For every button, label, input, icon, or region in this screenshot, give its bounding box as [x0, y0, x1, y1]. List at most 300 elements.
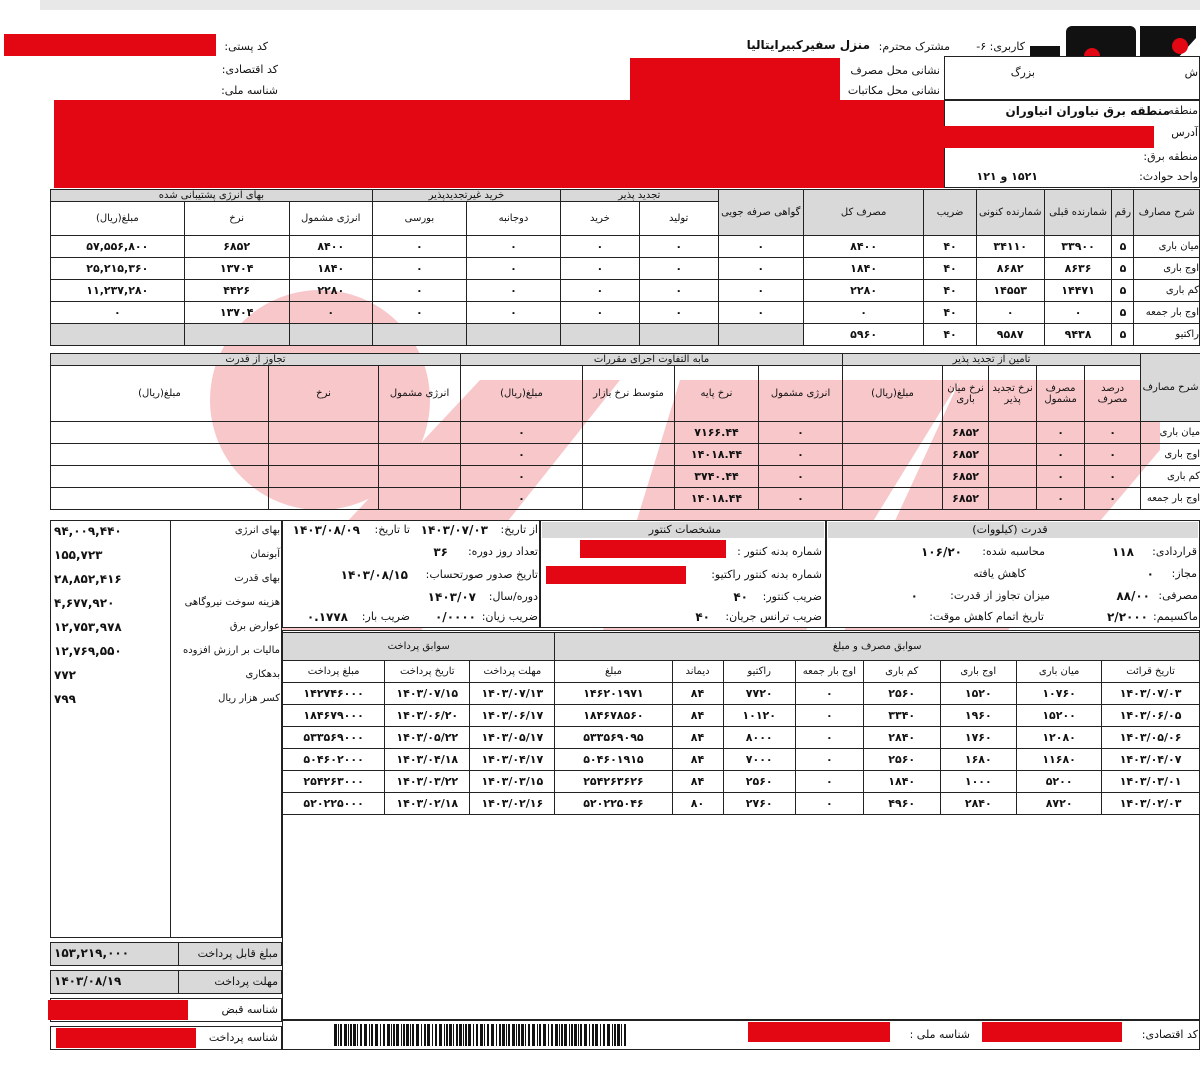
barcode-bar	[393, 1024, 395, 1046]
cons-group-supported: بهای انرژی پشتیبانی شده	[51, 190, 373, 202]
charge-value: ۱۵۵,۷۲۳	[54, 548, 103, 562]
period-to-value: ۱۴۰۳/۰۸/۰۹	[292, 523, 360, 537]
charge-label: بهای قدرت	[234, 573, 280, 584]
cons-cell-digit: ۵	[1112, 258, 1134, 280]
cons-col-amount: مبلغ(ریال)	[51, 202, 185, 236]
redacted-bill-id	[48, 1000, 188, 1020]
history-col-header: مبلغ	[555, 661, 672, 683]
barcode-bar	[499, 1024, 501, 1046]
payable-value: ۱۵۳,۲۱۹,۰۰۰	[54, 946, 130, 960]
ren-cell-consumed: ۰	[1037, 422, 1085, 444]
barcode-bar	[344, 1024, 347, 1046]
barcode-bar	[446, 1024, 448, 1046]
region-label: منطقه	[1168, 104, 1198, 117]
cons-cell-curr: ۹۵۸۷	[976, 324, 1044, 346]
barcode-bar	[612, 1024, 613, 1046]
history-col-header: اوج باری	[940, 661, 1017, 683]
redacted-meter-body	[580, 540, 726, 558]
history-cell: ۱۴۰۳/۰۴/۱۸	[385, 749, 470, 771]
history-cell: ۰	[795, 749, 863, 771]
address-label: آدرس	[1171, 126, 1198, 139]
barcode-bar	[516, 1024, 517, 1046]
cons-cell-exchange: ۰	[372, 236, 466, 258]
history-cell: ۳۳۴۰	[863, 705, 940, 727]
cons-col-exchange: بورسی	[372, 202, 466, 236]
barcode-bar	[506, 1024, 507, 1046]
footer-national-label: شناسه ملی :	[909, 1028, 970, 1041]
power-title: قدرت (کیلووات)	[972, 523, 1048, 536]
ren-cell-empty	[269, 444, 379, 466]
cons-cell-buy: ۰	[561, 258, 640, 280]
history-cell: ۱۴۰۳/۰۲/۱۶	[470, 793, 555, 815]
history-cell: ۱۴۲۷۴۶۰۰۰	[283, 683, 385, 705]
barcode-bar	[427, 1024, 430, 1046]
period-issue-value: ۱۴۰۳/۰۸/۱۵	[340, 568, 408, 582]
cons-cell-amount: ۱۱,۲۳۷,۲۸۰	[51, 280, 185, 302]
pay-id-label: شناسه پرداخت	[208, 1031, 278, 1044]
cons-cell-rate: ۴۴۲۶	[184, 280, 289, 302]
history-cell: ۱۴۰۳/۰۳/۱۵	[470, 771, 555, 793]
cons-cell-total: ۸۴۰۰	[803, 236, 923, 258]
history-col-header: میان باری	[1017, 661, 1102, 683]
history-cell: ۱۴۰۳/۰۶/۰۵	[1102, 705, 1200, 727]
cons-cell-amount: ۲۵,۲۱۵,۳۶۰	[51, 258, 185, 280]
ren-cell-empty	[269, 466, 379, 488]
redacted-postal	[4, 34, 216, 56]
barcode-bar	[334, 1024, 337, 1046]
ren-cell-empty	[843, 444, 943, 466]
renewable-table	[50, 353, 1200, 510]
barcode-bar	[592, 1024, 594, 1046]
ren-cell-diff_amount: ۰	[461, 466, 583, 488]
barcode-bar	[465, 1024, 467, 1046]
barcode-bar	[543, 1024, 546, 1046]
cons-col-cert: گواهی صرفه جویی	[718, 190, 803, 236]
ren-cell-empty	[379, 422, 461, 444]
barcode-bar	[476, 1024, 478, 1046]
history-cell: ۱۴۰۳/۰۳/۰۱	[1102, 771, 1200, 793]
history-cell: ۱۹۶۰	[940, 705, 1017, 727]
cons-cell-curr: ۸۶۸۲	[976, 258, 1044, 280]
history-cell: ۱۰۷۶۰	[1017, 683, 1102, 705]
ren-col-base-rate: نرخ پایه	[675, 366, 759, 422]
redacted-footer-economic	[982, 1022, 1122, 1042]
charge-value: ۷۷۲	[54, 668, 76, 682]
barcode-bar	[512, 1024, 515, 1046]
history-cell: ۵۳۳۵۶۹۰۹۵	[555, 727, 672, 749]
cons-cell-produce: ۰	[639, 258, 718, 280]
cons-cell-factor: ۴۰	[924, 302, 977, 324]
barcode-bar	[614, 1024, 616, 1046]
charge-value: ۷۹۹	[54, 692, 76, 706]
cons-cell-exchange: ۰	[372, 280, 466, 302]
cons-cell-produce: ۰	[639, 302, 718, 324]
barcode-bar	[468, 1024, 471, 1046]
ren-cell-empty	[379, 466, 461, 488]
ren-cell-diff_amount: ۰	[461, 488, 583, 510]
barcode-bar	[480, 1024, 483, 1046]
cons-cell-energy	[289, 324, 372, 346]
usage-label: کاربری: ۶-	[976, 40, 1025, 53]
period-to-label: تا تاریخ:	[374, 523, 410, 536]
ren-cell-empty	[51, 466, 269, 488]
period-course-value: ۱۴۰۳/۰۷	[427, 590, 476, 604]
consumption-table	[50, 189, 1200, 346]
ren-cell-empty	[989, 466, 1037, 488]
history-cell: ۱۴۰۳/۰۲/۰۳	[1102, 793, 1200, 815]
history-cell: ۲۵۶۰	[863, 749, 940, 771]
ren-cell-empty	[269, 422, 379, 444]
cons-cell-cert	[718, 324, 803, 346]
history-cell: ۵۰۴۶۰۲۰۰۰	[283, 749, 385, 771]
cons-cell-total: ۵۹۶۰	[803, 324, 923, 346]
history-cell: ۷۰۰۰	[723, 749, 795, 771]
history-cell: ۱۱۶۸۰	[1017, 749, 1102, 771]
barcode-bar	[453, 1024, 454, 1046]
cons-cell-exchange: ۰	[372, 258, 466, 280]
barcode-bar	[350, 1024, 352, 1046]
barcode-bar	[502, 1024, 505, 1046]
history-cell: ۸۴	[672, 683, 723, 705]
barcode-bar	[444, 1024, 445, 1046]
payable-divider	[178, 942, 179, 966]
ren-cell-name: کم باری	[1141, 466, 1200, 488]
history-col-header: مهلت پرداخت	[470, 661, 555, 683]
barcode-bar	[360, 1024, 362, 1046]
redacted-meter-reactive	[546, 566, 686, 584]
cons-cell-prev: ۹۴۳۸	[1044, 324, 1112, 346]
cons-cell-total: ۲۲۸۰	[803, 280, 923, 302]
history-pay-title: سوابق پرداخت	[283, 633, 555, 661]
history-cell: ۲۸۴۰	[940, 793, 1017, 815]
history-cell: ۵۰۴۶۰۱۹۱۵	[555, 749, 672, 771]
history-cell: ۴۹۶۰	[863, 793, 940, 815]
history-cell: ۱۶۸۰	[940, 749, 1017, 771]
history-cell: ۱۴۰۳/۰۷/۱۵	[385, 683, 470, 705]
payable-label: مبلغ قابل پرداخت	[197, 947, 278, 960]
cons-cell-produce: ۰	[639, 280, 718, 302]
barcode-bar	[396, 1024, 399, 1046]
ren-cell-empty	[583, 466, 675, 488]
history-cell: ۱۴۰۳/۰۵/۲۲	[385, 727, 470, 749]
history-cell: ۱۴۰۳/۰۵/۰۶	[1102, 727, 1200, 749]
ren-group-diff: مابه التفاوت اجرای مقررات	[461, 354, 843, 366]
cons-cell-digit: ۵	[1112, 280, 1134, 302]
ren-cell-empty	[379, 444, 461, 466]
top-gray-strip	[40, 0, 1200, 10]
cons-cell-buy: ۰	[561, 280, 640, 302]
mech-address-label: نشانی محل مکاتبات	[847, 84, 940, 97]
barcode-bar	[406, 1024, 409, 1046]
cons-cell-amount	[51, 324, 185, 346]
history-cell: ۰	[795, 771, 863, 793]
charge-label: مالیات بر ارزش افزوده	[182, 645, 280, 656]
ren-cell-name: اوج باری	[1141, 444, 1200, 466]
ren-col-ex-amount: مبلغ(ریال)	[51, 366, 269, 422]
cons-col-produce: تولید	[639, 202, 718, 236]
ren-cell-base_rate: ۱۴۰۱۸.۴۴	[675, 488, 759, 510]
ren-cell-mid_rate: ۶۸۵۲	[943, 488, 989, 510]
customer-type-prefix: ش	[1184, 66, 1198, 79]
history-cell: ۱۵۲۰۰	[1017, 705, 1102, 727]
meter-trans-value: ۴۰	[695, 610, 710, 624]
history-cell: ۵۳۳۵۶۹۰۰۰	[283, 727, 385, 749]
footer-economic-label: کد اقتصادی:	[1141, 1028, 1198, 1041]
ren-col-mid-rate: نرخ میان باری	[943, 366, 989, 422]
ren-cell-energy: ۰	[759, 422, 843, 444]
barcode-bar	[371, 1024, 373, 1046]
redacted-address-1	[630, 58, 840, 104]
barcode-bar	[580, 1024, 582, 1046]
event-unit-value: ۱۵۲۱ و ۱۲۱	[976, 170, 1038, 183]
barcode-bar	[416, 1024, 419, 1046]
history-cell: ۵۲۰۲۲۵۰۰۰	[283, 793, 385, 815]
barcode-bar	[508, 1024, 510, 1046]
period-loss-label: ضریب زیان:	[481, 610, 538, 623]
cons-cell-cert: ۰	[718, 236, 803, 258]
history-cell: ۷۷۲۰	[723, 683, 795, 705]
cons-cell-bilateral: ۰	[466, 236, 560, 258]
cons-col-rate: نرخ	[184, 202, 289, 236]
cons-col-curr: شمارنده کنونی	[976, 190, 1044, 236]
barcode-bar	[357, 1024, 358, 1046]
ren-cell-empty	[51, 444, 269, 466]
barcode-bar	[338, 1024, 339, 1046]
customer-type-partial: بزرگ	[1010, 66, 1035, 79]
cons-cell-factor: ۴۰	[924, 324, 977, 346]
history-col-header: مبلغ پرداخت	[283, 661, 385, 683]
history-cell: ۰	[795, 793, 863, 815]
history-cell: ۵۲۰۰	[1017, 771, 1102, 793]
meter-body-label: شماره بدنه کنتور :	[737, 545, 822, 558]
history-cell: ۱۸۴۶۷۹۰۰۰	[283, 705, 385, 727]
barcode-bar	[391, 1024, 392, 1046]
barcode-bar	[375, 1024, 378, 1046]
barcode-bar	[340, 1024, 342, 1046]
deadline-value: ۱۴۰۳/۰۸/۱۹	[54, 974, 122, 988]
barcode-bar	[369, 1024, 370, 1046]
ren-cell-energy: ۰	[759, 444, 843, 466]
period-days-value: ۳۶	[433, 545, 448, 559]
cons-cell-bilateral	[466, 324, 560, 346]
barcode-bar	[559, 1024, 560, 1046]
barcode-bar	[539, 1024, 541, 1046]
ren-cell-empty	[989, 488, 1037, 510]
ren-col-amount: مبلغ(ریال)	[843, 366, 943, 422]
charge-value: ۱۲,۷۵۳,۹۷۸	[54, 620, 122, 634]
ren-cell-empty	[379, 488, 461, 510]
cons-cell-rate: ۱۳۷۰۴	[184, 258, 289, 280]
cons-cell-cert: ۰	[718, 280, 803, 302]
event-unit-label: واحد حوادث:	[1139, 170, 1198, 183]
cons-cell-buy: ۰	[561, 236, 640, 258]
barcode-bar	[463, 1024, 464, 1046]
barcode-bar	[624, 1024, 626, 1046]
cons-cell-bilateral: ۰	[466, 280, 560, 302]
barcode-bar	[435, 1024, 437, 1046]
cons-cell-name: اوج بار جمعه	[1134, 302, 1200, 324]
barcode-bar	[561, 1024, 563, 1046]
history-cell: ۰	[795, 683, 863, 705]
barcode-bar	[387, 1024, 390, 1046]
barcode-bar	[412, 1024, 414, 1046]
history-cell: ۱۴۰۳/۰۴/۰۷	[1102, 749, 1200, 771]
subscriber-name: منزل سفیرکبیرایتالیا	[746, 38, 870, 52]
power-calculated-value: ۱۰۶/۲۰	[920, 545, 962, 559]
period-issue-label: تاریخ صدور صورتحساب:	[425, 568, 538, 581]
power-excess-label: میزان تجاوز از قدرت:	[950, 589, 1050, 602]
ren-cell-empty	[843, 422, 943, 444]
charge-label: بهای انرژی	[234, 525, 280, 536]
cons-col-factor: ضریب	[924, 190, 977, 236]
cons-group-nonrenew: خرید غیرتجدیدپذیر	[372, 190, 560, 202]
ren-cell-consumed: ۰	[1037, 488, 1085, 510]
ren-col-energy: انرژی مشمول	[759, 366, 843, 422]
barcode-bar	[589, 1024, 590, 1046]
history-table	[282, 632, 1200, 815]
cons-cell-prev: ۸۶۳۶	[1044, 258, 1112, 280]
period-loss-value: ۰/۰۰۰۰	[434, 610, 476, 624]
ren-cell-empty	[583, 444, 675, 466]
charges-divider	[170, 520, 171, 938]
cons-col-prev: شمارنده قبلی	[1044, 190, 1112, 236]
cons-cell-name: اوج باری	[1134, 258, 1200, 280]
cons-cell-digit: ۵	[1112, 302, 1134, 324]
cons-cell-energy: ۰	[289, 302, 372, 324]
barcode-bar	[487, 1024, 489, 1046]
history-cell: ۱۰۱۲۰	[723, 705, 795, 727]
barcode-bar	[571, 1024, 573, 1046]
ren-cell-percent: ۰	[1085, 422, 1141, 444]
history-cell: ۱۴۶۲۰۱۹۷۱	[555, 683, 672, 705]
ren-cell-empty	[51, 422, 269, 444]
power-allowed-value: ۰	[1146, 567, 1154, 581]
history-cell: ۸۴	[672, 749, 723, 771]
history-cell: ۱۴۰۳/۰۶/۱۷	[470, 705, 555, 727]
cons-cell-name: میان باری	[1134, 236, 1200, 258]
period-from-value: ۱۴۰۳/۰۷/۰۳	[420, 523, 488, 537]
power-contract-label: قراردادی:	[1152, 545, 1197, 558]
cons-cell-amount: ۵۷,۵۵۶,۸۰۰	[51, 236, 185, 258]
barcode-bar	[383, 1024, 385, 1046]
power-reduced-label: کاهش یافته	[973, 567, 1026, 580]
cons-col-buy: خرید	[561, 202, 640, 236]
barcode-bar	[421, 1024, 422, 1046]
power-contract-value: ۱۱۸	[1112, 545, 1134, 559]
power-allowed-label: مجاز:	[1171, 567, 1197, 580]
cons-cell-factor: ۴۰	[924, 280, 977, 302]
barcode-bar	[569, 1024, 570, 1046]
barcode-bar	[578, 1024, 579, 1046]
barcode-bar	[548, 1024, 549, 1046]
cons-cell-bilateral: ۰	[466, 302, 560, 324]
barcode-bar	[401, 1024, 402, 1046]
barcode-bar	[496, 1024, 497, 1046]
power-calculated-label: محاسبه شده:	[982, 545, 1045, 558]
history-col-header: اوج بار جمعه	[795, 661, 863, 683]
ren-cell-diff_amount: ۰	[461, 422, 583, 444]
charge-label: عوارض برق	[229, 621, 280, 632]
charge-value: ۴,۶۷۷,۹۲۰	[54, 596, 115, 610]
cons-cell-rate: ۱۳۷۰۴	[184, 302, 289, 324]
deadline-label: مهلت پرداخت	[214, 975, 278, 988]
history-cell: ۲۵۴۲۶۳۶۲۶	[555, 771, 672, 793]
cons-col-energy: انرژی مشمول	[289, 202, 372, 236]
period-load-label: ضریب بار:	[361, 610, 410, 623]
cons-cell-energy: ۸۴۰۰	[289, 236, 372, 258]
charge-value: ۲۸,۸۵۲,۴۱۶	[54, 572, 122, 586]
ren-col-avg-market: متوسط نرخ بازار	[583, 366, 675, 422]
history-cell: ۱۷۶۰	[940, 727, 1017, 749]
history-cell: ۱۴۰۳/۰۳/۲۲	[385, 771, 470, 793]
history-cell: ۱۸۴۶۷۸۵۶۰	[555, 705, 672, 727]
cons-cell-exchange	[372, 324, 466, 346]
cons-cell-curr: ۱۴۵۵۳	[976, 280, 1044, 302]
cons-cell-energy: ۲۲۸۰	[289, 280, 372, 302]
barcode-bar	[574, 1024, 577, 1046]
cons-cell-curr: ۳۴۱۱۰	[976, 236, 1044, 258]
ren-cell-empty	[989, 444, 1037, 466]
barcode-bar	[424, 1024, 426, 1046]
history-cell: ۱۴۰۳/۰۷/۰۳	[1102, 683, 1200, 705]
cons-cell-digit: ۵	[1112, 324, 1134, 346]
barcode-bar	[484, 1024, 485, 1046]
ren-col-ex-energy: انرژی مشمول	[379, 366, 461, 422]
power-region-label: منطقه برق:	[1143, 150, 1198, 163]
meter-factor-label: ضریب کنتور:	[762, 590, 822, 603]
power-max-label: ماکسیمم:	[1153, 610, 1198, 623]
history-cell: ۲۵۶۰	[723, 771, 795, 793]
ren-cell-empty	[843, 488, 943, 510]
history-col-header: دیماند	[672, 661, 723, 683]
ren-cell-percent: ۰	[1085, 488, 1141, 510]
region-name: منطقه برق نیاوران انیاوران	[1005, 104, 1170, 118]
barcode-bar	[528, 1024, 530, 1046]
history-cell: ۸۰۰۰	[723, 727, 795, 749]
barcode-bar	[410, 1024, 411, 1046]
cons-col-total: مصرف کل	[803, 190, 923, 236]
cons-cell-factor: ۴۰	[924, 258, 977, 280]
history-cell: ۸۴	[672, 727, 723, 749]
ren-col-renew-rate: نرخ تجدید پذیر	[989, 366, 1037, 422]
ren-cell-name: میان باری	[1141, 422, 1200, 444]
cons-cell-produce	[639, 324, 718, 346]
ren-col-diff-amount: مبلغ(ریال)	[461, 366, 583, 422]
ren-cell-mid_rate: ۶۸۵۲	[943, 466, 989, 488]
redacted-address-2	[944, 126, 1154, 148]
cons-cell-total: ۱۸۴۰	[803, 258, 923, 280]
history-cell: ۲۷۶۰	[723, 793, 795, 815]
barcode-bar	[456, 1024, 458, 1046]
ren-cell-diff_amount: ۰	[461, 444, 583, 466]
barcode-bar	[518, 1024, 520, 1046]
cons-cell-prev: ۰	[1044, 302, 1112, 324]
power-temp-end-label: تاریخ اتمام کاهش موقت:	[929, 610, 1044, 623]
cons-cell-total: ۰	[803, 302, 923, 324]
ren-cell-base_rate: ۷۱۶۶.۴۴	[675, 422, 759, 444]
power-consumed-value: ۸۸/۰۰	[1116, 589, 1150, 603]
history-cell: ۰	[795, 727, 863, 749]
history-cell: ۱۲۰۸۰	[1017, 727, 1102, 749]
cons-cell-rate	[184, 324, 289, 346]
cons-col-title: شرح مصارف	[1134, 190, 1200, 236]
period-course-label: دوره/سال:	[488, 590, 538, 603]
subscriber-label: مشترک محترم:	[878, 40, 950, 53]
history-cell: ۸۴	[672, 771, 723, 793]
ren-col-title: شرح مصارف	[1141, 354, 1200, 422]
barcode-bar	[555, 1024, 558, 1046]
barcode-bar	[551, 1024, 553, 1046]
